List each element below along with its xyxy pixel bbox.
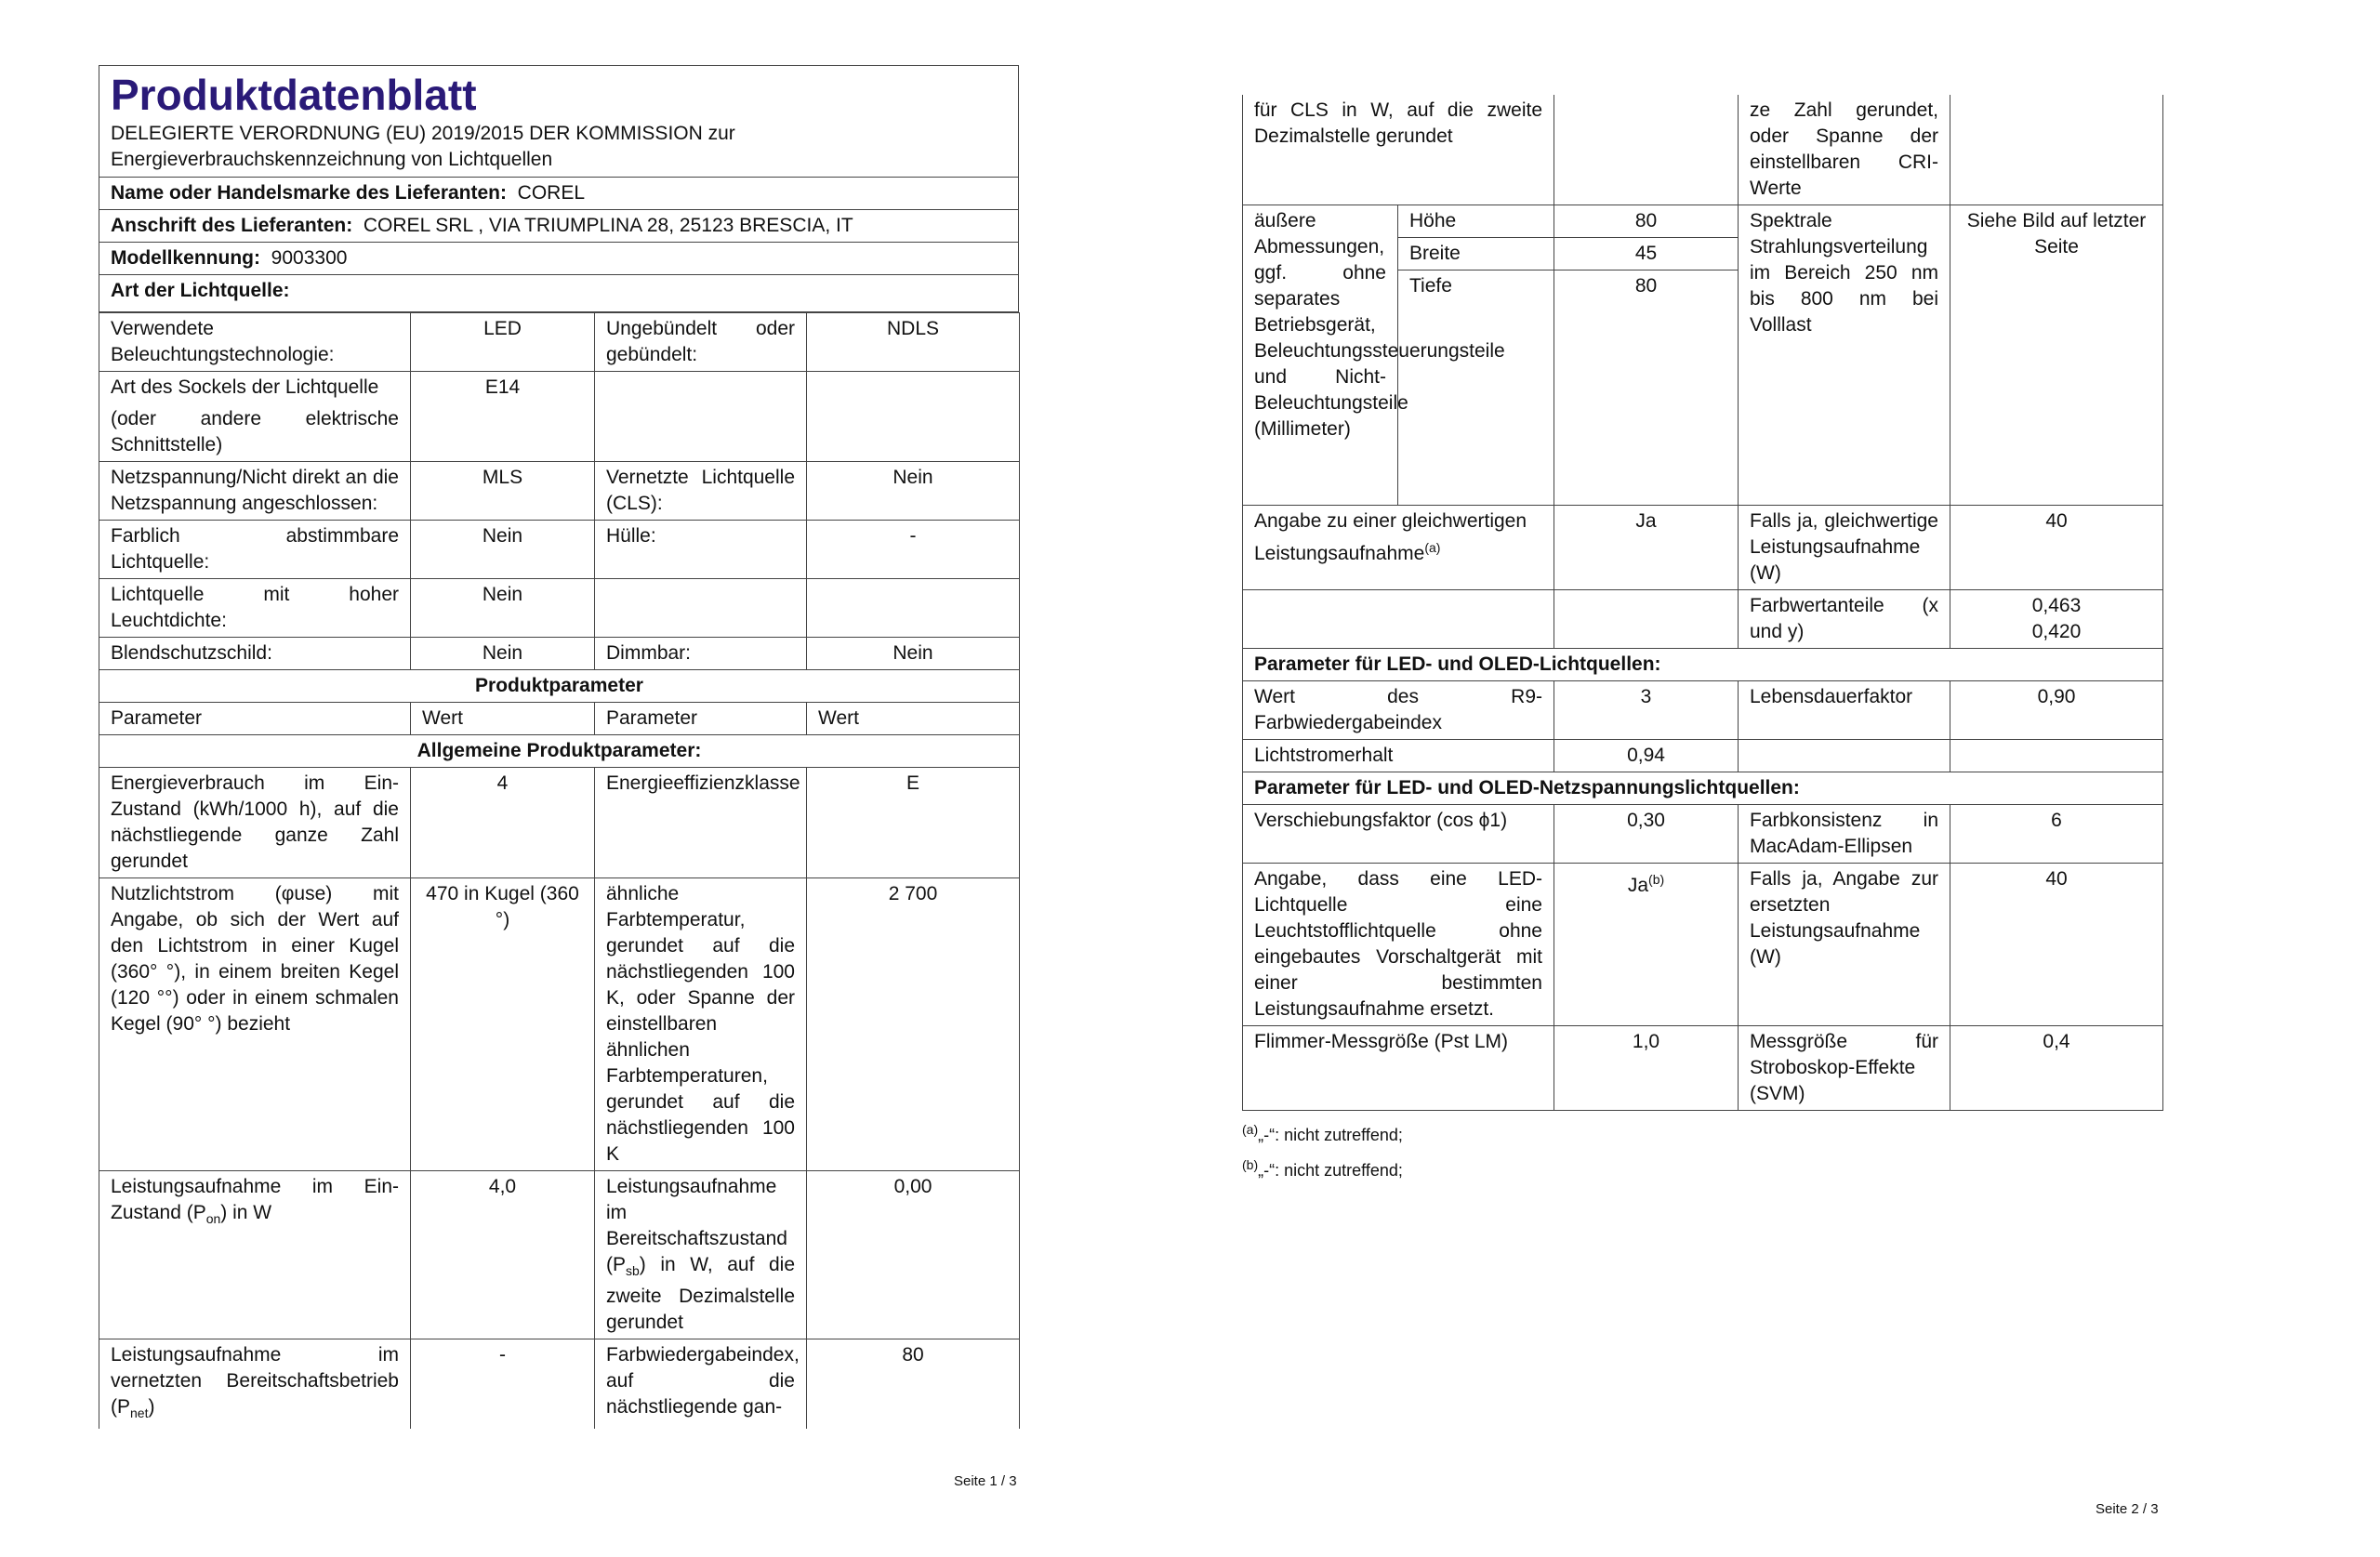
dimmable-label: Dimmbar: [595, 638, 807, 670]
replaced-power-label: Falls ja, Angabe zur ersetzten Leistungsaufnahme (W) [1739, 864, 1950, 1026]
flux-value: 470 in Kugel (360 °) [411, 878, 595, 1171]
envelope-label: Hülle: [595, 521, 807, 579]
col-header-value: Wert [411, 703, 595, 735]
empty-cell [1950, 95, 2163, 205]
directional-value: NDLS [807, 313, 1020, 372]
standby-sub: sb [626, 1263, 640, 1279]
cls-standby-label: für CLS in W, auf die zweite Dezimalstelle gerundet [1243, 95, 1554, 205]
led-mains-heading: Parameter für LED- und OLED-Netzspannungslichtquellen: [1243, 772, 2163, 805]
regulation-text: DELEGIERTE VERORDNUNG (EU) 2019/2015 DER KOMMISSION zur Energieverbrauchskennzeichnung von Lichtquellen [111, 123, 735, 170]
empty-cell [807, 372, 1020, 462]
footnote-b-mark: (b) [1242, 1157, 1259, 1172]
light-source-type-heading: Art der Lichtquelle: [99, 275, 1019, 312]
cap-type-value: E14 [411, 372, 595, 462]
cri-label-cont: ze Zahl gerundet, oder Spanne der einstellbaren CRI-Werte [1739, 95, 1950, 205]
supplier-address-value: COREL SRL , VIA TRIUMPLINA 28, 25123 BRESCIA, IT [363, 215, 853, 236]
networked-label-text: Leistungsaufnahme im vernetzten Bereitschaftsbetrieb (P [111, 1344, 399, 1418]
empty-cell [595, 372, 807, 462]
cri-value: 80 [807, 1339, 1020, 1430]
footnote-a-text: „-“: nicht zutreffend; [1258, 1126, 1403, 1144]
depth-value: 80 [1554, 270, 1739, 506]
stroboscopic-label: Messgröße für Stroboskop-Effekte (SVM) [1739, 1026, 1950, 1111]
page-2 [1242, 95, 2162, 1185]
dimmable-value: Nein [807, 638, 1020, 670]
energy-value: 4 [411, 768, 595, 878]
footnote-b [1242, 1150, 2162, 1185]
high-luminance-value: Nein [411, 579, 595, 638]
survival-factor-value: 0,90 [1950, 681, 2163, 740]
flux-label: Nutzlichtstrom (φuse) mit Angabe, ob sich der Wert auf den Lichtstrom in einer Kugel (360° °), in einem breiten Kegel (120 °°) oder in einem schmalen Kegel (90° °) bezieht [99, 878, 411, 1171]
empty-cell [1554, 590, 1739, 649]
chromaticity-value [1950, 590, 2163, 649]
supplier-name-value: COREL [517, 182, 586, 204]
energy-label: Energieverbrauch im Ein-Zustand (kWh/1000 h), auf die nächstliegende ganze Zahl gerundet [99, 768, 411, 878]
footnote-b-ref: (b) [1648, 872, 1665, 887]
mains-value: MLS [411, 462, 595, 521]
replacement-claim-text: Ja [1627, 875, 1649, 896]
anti-glare-value: Nein [411, 638, 595, 670]
cap-type-label [99, 372, 411, 462]
empty-cell [1554, 95, 1739, 205]
footnote-b-text: „-“: nicht zutreffend; [1258, 1161, 1403, 1180]
footnote-a-mark: (a) [1242, 1122, 1259, 1137]
high-luminance-label: Lichtquelle mit hoher Leuchtdichte: [99, 579, 411, 638]
efficiency-class-label: Energieeffizienzklasse [595, 768, 807, 878]
col-header-param: Parameter [99, 703, 411, 735]
cls-label: Vernetzte Lichtquelle (CLS): [595, 462, 807, 521]
header-table [99, 65, 1019, 312]
anti-glare-label: Blendschutzschild: [99, 638, 411, 670]
chromaticity-label: Farbwertanteile (x und y) [1739, 590, 1950, 649]
equivalent-watt-label: Falls ja, gleichwertige Leistungsaufnahme (W) [1739, 506, 1950, 590]
height-value: 80 [1554, 205, 1739, 238]
page-title: Produktdatenblatt [111, 71, 477, 119]
displacement-factor-value: 0,30 [1554, 805, 1739, 864]
displacement-factor-label: Verschiebungsfaktor (cos ϕ1) [1243, 805, 1554, 864]
dimensions-label: äußere Abmessungen, ggf. ohne separates Betriebsgerät, Beleuchtungssteuerungsteile und Nicht-Beleuchtungsteile (Millimeter) [1243, 205, 1398, 506]
col-header-param: Parameter [595, 703, 807, 735]
equivalent-power-value: Ja [1554, 506, 1739, 590]
empty-cell [1243, 590, 1554, 649]
equivalent-power-label [1243, 506, 1554, 590]
width-label: Breite [1398, 238, 1554, 270]
footnotes [1242, 1115, 2162, 1185]
replacement-claim-value [1554, 864, 1739, 1026]
product-params-heading: Produktparameter [99, 670, 1020, 703]
technology-label: Verwendete Beleuchtungstechnologie: [99, 313, 411, 372]
spectral-value: Siehe Bild auf letzter Seite [1950, 205, 2163, 506]
page-1 [99, 65, 1019, 1429]
tunable-value: Nein [411, 521, 595, 579]
supplier-address-label: Anschrift des Lieferanten: [111, 215, 353, 236]
chromaticity-x: 0,463 [2031, 595, 2082, 616]
colour-consistency-label: Farbkonsistenz in MacAdam-Ellipsen [1739, 805, 1950, 864]
networked-power-value: - [411, 1339, 595, 1430]
tunable-label: Farblich abstimmbare Lichtquelle: [99, 521, 411, 579]
depth-label: Tiefe [1398, 270, 1554, 506]
networked-power-label [99, 1339, 411, 1430]
height-label: Höhe [1398, 205, 1554, 238]
survival-factor-label: Lebensdauerfaktor [1739, 681, 1950, 740]
power-on-label [99, 1171, 411, 1339]
r9-value: 3 [1554, 681, 1739, 740]
cap-type-label-a: Art des Sockels der Lichtquelle [111, 376, 379, 398]
empty-cell [1950, 740, 2163, 772]
standby-power-label [595, 1171, 807, 1339]
power-on-sub: on [205, 1211, 221, 1227]
power-on-label-unit: ) in W [220, 1202, 272, 1223]
cri-label: Farbwiedergabeindex, auf die nächstliegende gan- [595, 1339, 807, 1430]
page-number-1: Seite 1 / 3 [954, 1473, 1017, 1489]
footnote-a-ref: (a) [1424, 540, 1441, 555]
model-id-row [99, 243, 1019, 275]
lumen-maintenance-label: Lichtstromerhalt [1243, 740, 1554, 772]
general-params-heading: Allgemeine Produktparameter: [99, 735, 1020, 768]
equivalent-power-text: Angabe zu einer gleichwertigen Leistungsaufnahme [1254, 510, 1527, 564]
supplier-name-label: Name oder Handelsmarke des Lieferanten: [111, 182, 507, 204]
params-table [99, 312, 1020, 1429]
width-value: 45 [1554, 238, 1739, 270]
model-id-value: 9003300 [271, 247, 348, 269]
stroboscopic-value: 0,4 [1950, 1026, 2163, 1111]
replaced-power-value: 40 [1950, 864, 2163, 1026]
page-number-2: Seite 2 / 3 [2096, 1501, 2159, 1517]
mains-label: Netzspannung/Nicht direkt an die Netzspannung angeschlossen: [99, 462, 411, 521]
colour-consistency-value: 6 [1950, 805, 2163, 864]
cct-label: ähnliche Farbtemperatur, gerundet auf die nächstliegenden 100 K, oder Spanne der einstellbaren ähnlichen Farbtemperaturen, gerundet auf die nächstliegenden 100 K [595, 878, 807, 1171]
cls-value: Nein [807, 462, 1020, 521]
replacement-claim-label: Angabe, dass eine LED-Lichtquelle eine Leuchtstofflichtquelle ohne eingebautes Vorschaltgerät mit einer bestimmten Leistungsaufnahme ersetzt. [1243, 864, 1554, 1026]
standby-label-unit: ) in W, auf die zweite Dezimalstelle gerundet [606, 1254, 795, 1334]
power-on-label-text: Leistungsaufnahme im Ein-Zustand (P [111, 1176, 399, 1223]
standby-label-text: Leistungsaufnahme im Bereitschaftszustand (P [606, 1176, 787, 1275]
r9-label: Wert des R9-Farbwiedergabeindex [1243, 681, 1554, 740]
col-header-value: Wert [807, 703, 1020, 735]
directional-label: Ungebündelt oder gebündelt: [595, 313, 807, 372]
efficiency-class-value: E [807, 768, 1020, 878]
equivalent-watt-value: 40 [1950, 506, 2163, 590]
empty-cell [807, 579, 1020, 638]
cap-type-label-b: (oder andere elektrische Schnittstelle) [111, 408, 399, 455]
model-id-label: Modellkennung: [111, 247, 260, 269]
flicker-label: Flimmer-Messgröße (Pst LM) [1243, 1026, 1554, 1111]
envelope-value: - [807, 521, 1020, 579]
supplier-name-row [99, 178, 1019, 210]
power-on-value: 4,0 [411, 1171, 595, 1339]
standby-power-value: 0,00 [807, 1171, 1020, 1339]
empty-cell [595, 579, 807, 638]
supplier-address-row [99, 210, 1019, 243]
params-table-continued [1242, 95, 2163, 1111]
led-params-heading: Parameter für LED- und OLED-Lichtquellen: [1243, 649, 2163, 681]
spectral-label: Spektrale Strahlungsverteilung im Bereich 250 nm bis 800 nm bei Volllast [1739, 205, 1950, 506]
empty-cell [1739, 740, 1950, 772]
technology-value: LED [411, 313, 595, 372]
networked-sub: net [130, 1405, 149, 1421]
flicker-value: 1,0 [1554, 1026, 1739, 1111]
lumen-maintenance-value: 0,94 [1554, 740, 1739, 772]
networked-label-close: ) [148, 1396, 155, 1418]
chromaticity-y: 0,420 [2031, 621, 2082, 642]
cct-value: 2 700 [807, 878, 1020, 1171]
footnote-a [1242, 1115, 2162, 1150]
